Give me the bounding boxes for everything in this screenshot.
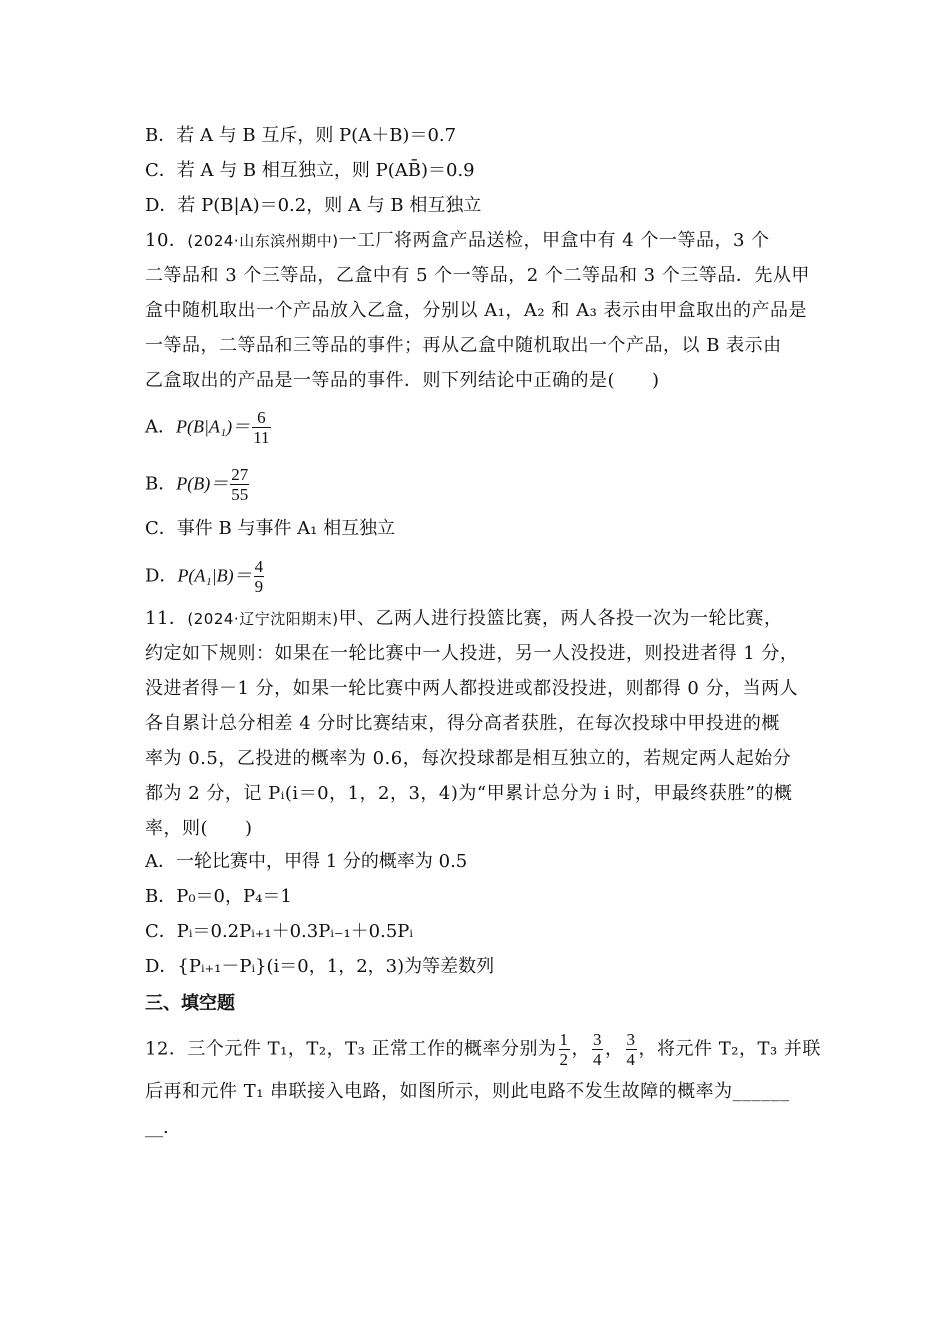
fraction bbox=[254, 557, 265, 596]
fraction bbox=[592, 1030, 603, 1069]
fraction-numerator: 3 bbox=[626, 1030, 636, 1049]
q11-stem-line-3: 没进者得－1 分，如果一轮比赛中两人都投进或都没投进，则都得 0 分，当两人 bbox=[145, 678, 799, 699]
fraction-denominator: 4 bbox=[593, 1050, 603, 1069]
fraction bbox=[230, 465, 249, 504]
fraction-numerator: 6 bbox=[252, 408, 270, 428]
q11-stem-line-2: 约定如下规则：如果在一轮比赛中一人投进，另一人没投进，则投进者得 1 分， bbox=[145, 643, 799, 664]
fraction-denominator: 2 bbox=[559, 1050, 569, 1069]
q10-source: (2024·山东滨州期中) bbox=[187, 232, 339, 250]
q10-number: 10． bbox=[145, 230, 188, 251]
q10-stem-line-5: 乙盒取出的产品是一等品的事件．则下列结论中正确的是( ) bbox=[145, 370, 660, 391]
q12-stem-line-1: 12．三个元件 T₁，T₂，T₃ 正常工作的概率分别为 $\frac{1}{2}$ ， $\frac{3}{4}$ ， $\frac{3}{4}$ ，将元件 T₂，T₃ 并联 bbox=[145, 1030, 821, 1069]
q10-option-a bbox=[145, 408, 273, 447]
q12-text-tail: ，将元件 T₂，T₃ 并联 bbox=[638, 1038, 821, 1060]
q11-source: (2024·辽宁沈阳期末) bbox=[187, 610, 339, 628]
q9-option-d: D．若 P(B|A)＝0.2，则 A 与 B 相互独立 bbox=[145, 195, 482, 216]
q10-option-b bbox=[145, 465, 251, 504]
q9-option-b: B．若 A 与 B 互斥，则 P(A＋B)＝0.7 bbox=[145, 125, 457, 146]
q12-text: 三个元件 T₁，T₂，T₃ 正常工作的概率分别为 bbox=[187, 1038, 557, 1060]
q10-text: 一工厂将两盒产品送检，甲盒中有 4 个一等品，3 个 bbox=[338, 230, 770, 251]
q11-option-a: A．一轮比赛中，甲得 1 分的概率为 0.5 bbox=[145, 851, 468, 872]
q11-stem-line-7: 率，则( ) bbox=[145, 818, 253, 839]
q12-stem-line-2: 后再和元件 T₁ 串联接入电路，如图所示，则此电路不发生故障的概率为______ bbox=[145, 1081, 790, 1102]
q12-stem-line-3: __. bbox=[145, 1117, 169, 1138]
q11-option-c: C．Pᵢ＝0.2Pᵢ₊₁＋0.3Pᵢ₋₁＋0.5Pᵢ bbox=[145, 921, 414, 942]
fraction bbox=[626, 1030, 637, 1069]
fraction-denominator: 4 bbox=[626, 1050, 636, 1069]
q11-stem-line-1 bbox=[145, 607, 783, 631]
option-label: B． bbox=[145, 473, 177, 495]
q11-stem-line-5: 率为 0.5，乙投进的概率为 0.6，每次投球都是相互独立的，若规定两人起始分 bbox=[145, 748, 792, 769]
fraction bbox=[252, 408, 270, 447]
fraction-numerator: 27 bbox=[231, 465, 249, 484]
fraction-numerator: 1 bbox=[559, 1030, 569, 1049]
option-label: D． bbox=[145, 565, 178, 587]
q12-number: 12． bbox=[145, 1038, 188, 1060]
option-expr: P(A₁|B)＝ bbox=[177, 565, 252, 586]
q9-option-c: C．若 A 与 B 相互独立，则 P(AB̄)＝0.9 bbox=[145, 160, 475, 181]
fraction-denominator: 55 bbox=[231, 485, 249, 504]
q10-stem-line-3: 盒中随机取出一个产品放入乙盒，分别以 A₁，A₂ 和 A₃ 表示由甲盒取出的产品是 bbox=[145, 300, 808, 321]
q10-option-c: C．事件 B 与事件 A₁ 相互独立 bbox=[145, 518, 396, 539]
q10-stem-line-1 bbox=[145, 229, 770, 253]
section-heading: 三、填空题 bbox=[145, 993, 235, 1014]
fraction-numerator: 3 bbox=[593, 1030, 603, 1049]
fraction-denominator: 11 bbox=[253, 428, 270, 447]
q10-option-d bbox=[145, 557, 266, 596]
option-expr: P(B)＝ bbox=[176, 473, 229, 494]
q11-option-b: B．P₀＝0，P₄＝1 bbox=[145, 886, 292, 907]
fraction-numerator: 4 bbox=[254, 557, 264, 576]
q11-option-d: D．{Pᵢ₊₁－Pᵢ}(i＝0，1，2，3)为等差数列 bbox=[145, 956, 495, 977]
option-label: A． bbox=[145, 416, 176, 438]
q11-text: 甲、乙两人进行投篮比赛，两人各投一次为一轮比赛， bbox=[338, 608, 783, 629]
q11-number: 11． bbox=[145, 608, 188, 629]
option-expr: P(B|A₁)＝ bbox=[176, 416, 251, 437]
q10-stem-line-4: 一等品，二等品和三等品的事件；再从乙盒中随机取出一个产品，以 B 表示由 bbox=[145, 335, 782, 356]
fraction-denominator: 9 bbox=[254, 577, 264, 596]
q10-stem-line-2: 二等品和 3 个三等品，乙盒中有 5 个一等品，2 个二等品和 3 个三等品．先从甲 bbox=[145, 265, 810, 286]
q11-stem-line-4: 各自累计总分相差 4 分时比赛结束，得分高者获胜，在每次投球中甲投进的概 bbox=[145, 713, 780, 734]
fraction bbox=[559, 1030, 570, 1069]
q11-stem-line-6: 都为 2 分，记 Pᵢ(i＝0，1，2，3，4)为“甲累计总分为 i 时，甲最终获胜”的概 bbox=[145, 783, 793, 804]
